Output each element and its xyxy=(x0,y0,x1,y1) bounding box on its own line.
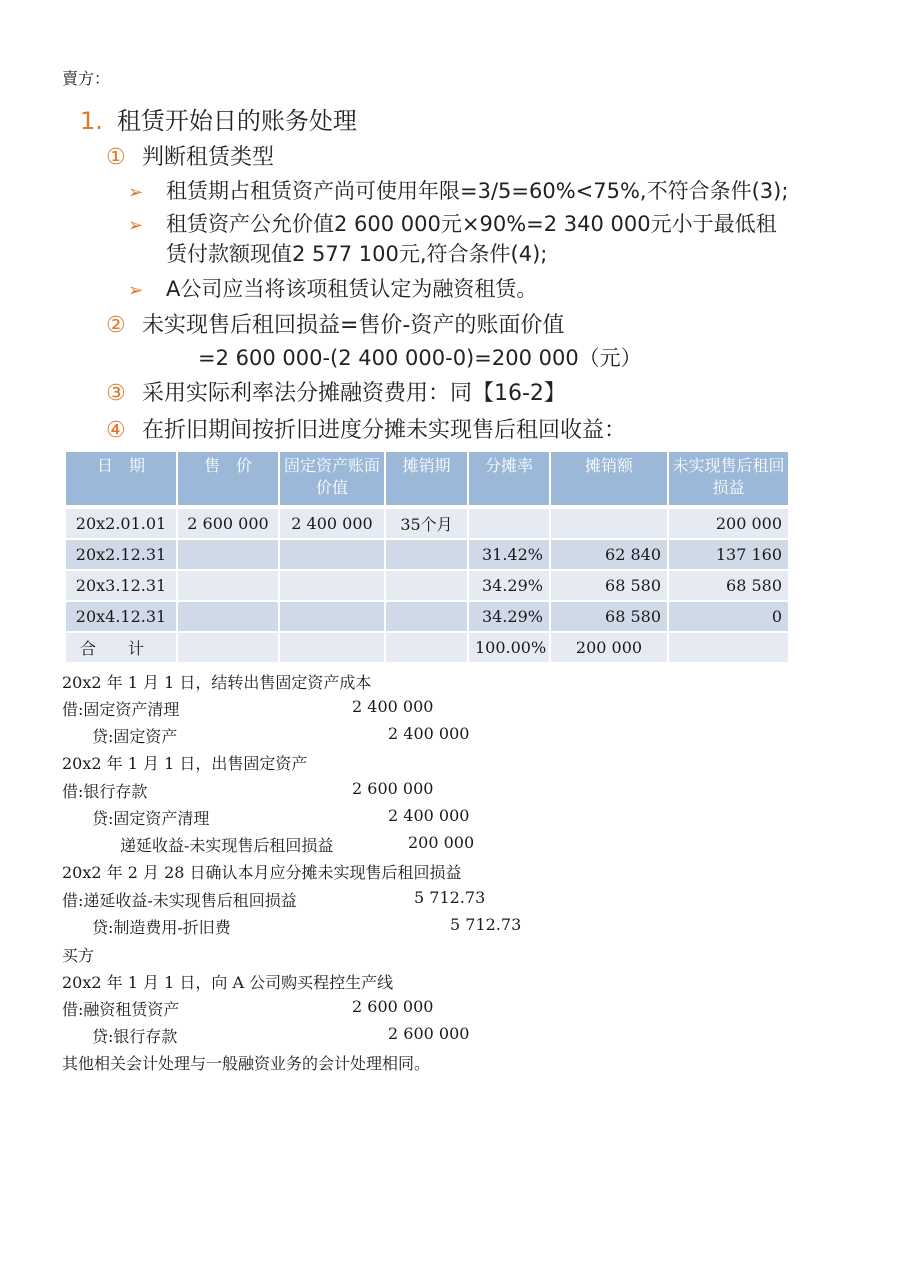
item-4 xyxy=(106,413,626,444)
journal-debit: 借:银行存款 xyxy=(62,782,148,801)
cell xyxy=(385,632,468,662)
cell xyxy=(279,570,385,601)
cell xyxy=(385,570,468,601)
table-row xyxy=(66,601,789,632)
cell: 68 580 xyxy=(668,570,789,601)
journal-date-line: 20x2 年 1 月 1 日，出售固定资产 xyxy=(62,754,308,773)
item-4-text: 在折旧期间按折旧进度分摊未实现售后租回收益： xyxy=(142,418,627,443)
item-1 xyxy=(106,140,274,171)
cell xyxy=(668,632,789,662)
cell xyxy=(177,570,279,601)
journal-date-line: 20x2 年 2 月 28 日确认本月应分摊未实现售后租回损益 xyxy=(62,863,462,882)
journal-debit: 借:固定资产清理 xyxy=(62,700,180,719)
bullet-1 xyxy=(128,175,788,205)
section-heading xyxy=(80,101,357,136)
cell: 20x3.12.31 xyxy=(66,570,177,601)
cell: 62 840 xyxy=(550,539,668,570)
cell xyxy=(468,507,550,539)
item-1-text: 判断租赁类型 xyxy=(142,145,275,170)
heading-text: 租赁开始日的账务处理 xyxy=(116,107,357,135)
cell: 0 xyxy=(668,601,789,632)
journal-amount: 5 712.73 xyxy=(414,888,486,907)
cell: 100.00% xyxy=(468,632,550,662)
arrow-bullet-icon: ➢ xyxy=(128,280,144,301)
cell xyxy=(177,632,279,662)
journal-amount: 200 000 xyxy=(408,833,475,852)
header-rate: 分摊率 xyxy=(468,452,550,507)
header-date: 日 期 xyxy=(66,452,177,507)
journal-credit: 贷:固定资产 xyxy=(92,727,178,746)
item-2 xyxy=(106,308,564,339)
journal-amount: 2 600 000 xyxy=(388,1024,470,1043)
journal-debit: 借:融资租赁资产 xyxy=(62,1000,180,1019)
bullet-3-text: A公司应当将该项租赁认定为融资租赁。 xyxy=(166,277,538,301)
bullet-3 xyxy=(128,273,537,303)
cell: 200 000 xyxy=(668,507,789,539)
item-3-text: 采用实际利率法分摊融资费用：同【16-2】 xyxy=(142,381,566,406)
table-row xyxy=(66,570,789,601)
cell: 200 000 xyxy=(550,632,668,662)
cell: 68 580 xyxy=(550,601,668,632)
cell: 35个月 xyxy=(385,507,468,539)
journal-date-line: 20x2 年 1 月 1 日，向 A 公司购买程控生产线 xyxy=(62,973,394,992)
cell: 68 580 xyxy=(550,570,668,601)
buyer-label: 买方 xyxy=(62,946,95,965)
table-header-row xyxy=(66,452,789,507)
header-book-value: 固定资产账面价值 xyxy=(279,452,385,507)
amortization-table xyxy=(66,452,790,662)
arrow-bullet-icon: ➢ xyxy=(128,182,144,203)
journal-amount: 2 600 000 xyxy=(352,997,434,1016)
seller-label: 賣方： xyxy=(62,69,111,88)
formula-line: =2 600 000-(2 400 000-0)=200 000（元） xyxy=(198,346,642,370)
journal-credit: 贷:银行存款 xyxy=(92,1027,178,1046)
cell: 20x4.12.31 xyxy=(66,601,177,632)
cell xyxy=(385,601,468,632)
header-period: 摊销期 xyxy=(385,452,468,507)
cell: 2 600 000 xyxy=(177,507,279,539)
cell: 34.29% xyxy=(468,570,550,601)
cell xyxy=(279,539,385,570)
item-3-marker: ③ xyxy=(106,381,126,406)
cell: 合 计 xyxy=(66,632,177,662)
bullet-2 xyxy=(128,208,777,238)
bullet-1-text: 租赁期占租赁资产尚可使用年限=3/5=60%<75%,不符合条件(3); xyxy=(166,179,789,203)
item-3 xyxy=(106,376,566,407)
closing-note: 其他相关会计处理与一般融资业务的会计处理相同。 xyxy=(62,1054,431,1073)
journal-credit: 贷:制造费用-折旧费 xyxy=(92,918,231,937)
bullet-2-text: 租赁资产公允价值2 600 000元×90%=2 340 000元小于最低租 xyxy=(166,212,777,236)
table-row xyxy=(66,507,789,539)
journal-amount: 2 600 000 xyxy=(352,779,434,798)
item-1-marker: ① xyxy=(106,145,126,170)
cell xyxy=(177,601,279,632)
journal-credit: 贷:固定资产清理 xyxy=(92,809,210,828)
journal-date-line: 20x2 年 1 月 1 日，结转出售固定资产成本 xyxy=(62,673,372,692)
cell: 31.42% xyxy=(468,539,550,570)
journal-credit: 递延收益-未实现售后租回损益 xyxy=(120,836,334,855)
header-amount: 摊销额 xyxy=(550,452,668,507)
journal-debit: 借:递延收益-未实现售后租回损益 xyxy=(62,891,297,910)
cell: 2 400 000 xyxy=(279,507,385,539)
cell: 137 160 xyxy=(668,539,789,570)
journal-amount: 5 712.73 xyxy=(450,915,522,934)
arrow-bullet-icon: ➢ xyxy=(128,215,144,236)
journal-amount: 2 400 000 xyxy=(388,724,470,743)
table-total-row xyxy=(66,632,789,662)
heading-number: 1. xyxy=(80,107,103,135)
cell: 34.29% xyxy=(468,601,550,632)
header-unrealized: 未实现售后租回损益 xyxy=(668,452,789,507)
journal-amount: 2 400 000 xyxy=(352,697,434,716)
journal-amount: 2 400 000 xyxy=(388,806,470,825)
cell xyxy=(550,507,668,539)
item-2-text: 未实现售后租回损益=售价-资产的账面价值 xyxy=(142,313,565,338)
cell: 20x2.01.01 xyxy=(66,507,177,539)
cell xyxy=(279,632,385,662)
item-2-marker: ② xyxy=(106,313,126,338)
cell: 20x2.12.31 xyxy=(66,539,177,570)
cell xyxy=(279,601,385,632)
header-price: 售 价 xyxy=(177,452,279,507)
table-row xyxy=(66,539,789,570)
item-4-marker: ④ xyxy=(106,418,126,443)
bullet-2-continued: 赁付款额现值2 577 100元,符合条件(4); xyxy=(166,242,548,266)
cell xyxy=(177,539,279,570)
cell xyxy=(385,539,468,570)
